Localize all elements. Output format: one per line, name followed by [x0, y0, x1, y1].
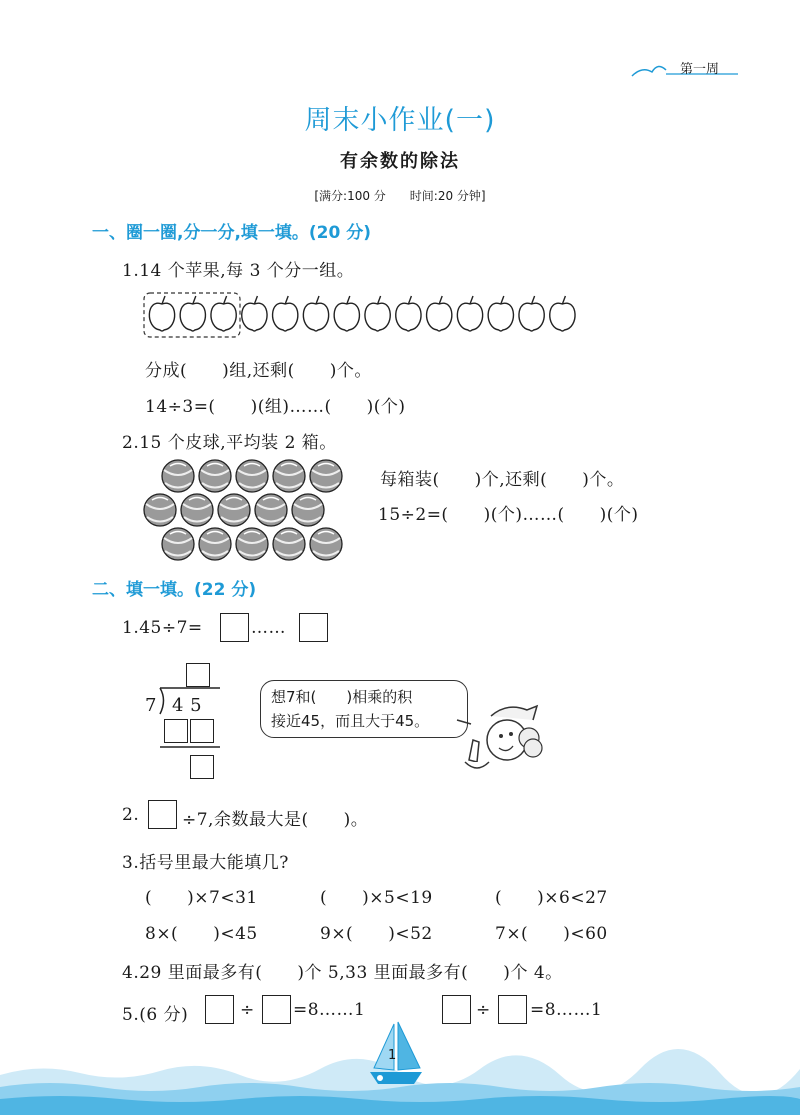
ball-icon: [144, 494, 176, 526]
q3-item[interactable]: 7×( )<60: [495, 924, 608, 944]
q3-item[interactable]: ( )×7<31: [145, 888, 258, 908]
s2-q1-dots: ……: [251, 618, 286, 638]
apple-icon: [550, 296, 575, 331]
apple-icon: [334, 296, 359, 331]
q2-stem: 2.15 个皮球,平均装 2 箱。: [122, 433, 337, 453]
q5-result: =8……1: [530, 1000, 603, 1020]
page-subtitle: 有余数的除法: [340, 151, 460, 172]
ball-icon: [236, 460, 268, 492]
apple-icon: [457, 296, 482, 331]
section-2-heading: 二、填一填。(22 分): [92, 580, 257, 600]
ball-icon: [199, 528, 231, 560]
week-label: 第一周: [680, 62, 720, 77]
long-division-divisor: 7: [145, 695, 157, 716]
s2-q2-text[interactable]: ÷7,余数最大是( )。: [182, 810, 369, 830]
q3-item[interactable]: 9×( )<52: [320, 924, 433, 944]
long-division-product-box-2[interactable]: [190, 719, 214, 743]
long-division-dividend: 4 5: [172, 695, 203, 716]
apple-row: [140, 290, 600, 340]
apple-icon: [396, 296, 421, 331]
q5-div-sign: ÷: [240, 1000, 255, 1020]
q5-box-4[interactable]: [498, 995, 527, 1024]
apple-icon: [211, 296, 236, 331]
ball-icon: [292, 494, 324, 526]
ball-icon: [255, 494, 287, 526]
s2-q2-prefix: 2.: [122, 805, 140, 825]
long-division-product-box-1[interactable]: [164, 719, 188, 743]
cartoon-child-icon: [455, 700, 550, 775]
ball-icon: [273, 460, 305, 492]
ball-icon: [310, 460, 342, 492]
ball-group: [140, 458, 370, 568]
q3-item[interactable]: ( )×6<27: [495, 888, 608, 908]
long-division-remainder-box[interactable]: [190, 755, 214, 779]
ball-icon: [218, 494, 250, 526]
s2-q1-equation: 1.45÷7=: [122, 618, 203, 638]
q5-div-sign: ÷: [476, 1000, 491, 1020]
hint-line-2: 接近45，而且大于45。: [271, 712, 430, 730]
hint-speech-bubble: [260, 680, 468, 738]
q1-stem: 1.14 个苹果,每 3 个分一组。: [122, 261, 355, 281]
ball-icon: [162, 528, 194, 560]
q3-item[interactable]: ( )×5<19: [320, 888, 433, 908]
s2-q4-text[interactable]: 4.29 里面最多有( )个 5,33 里面最多有( )个 4。: [122, 963, 563, 983]
apple-icon: [180, 296, 205, 331]
q1-line2[interactable]: 14÷3=( )(组)……( )(个): [145, 397, 406, 417]
apple-icon: [488, 296, 513, 331]
s2-q5-prefix: 5.(6 分): [122, 1005, 189, 1025]
long-division-quotient-box[interactable]: [186, 663, 210, 687]
apple-icon: [519, 296, 544, 331]
ball-icon: [199, 460, 231, 492]
q3-item[interactable]: 8×( )<45: [145, 924, 258, 944]
q5-box-3[interactable]: [442, 995, 471, 1024]
q1-line1[interactable]: 分成( )组,还剩( )个。: [145, 361, 372, 381]
ball-icon: [236, 528, 268, 560]
q2-line1[interactable]: 每箱装( )个,还剩( )个。: [380, 470, 625, 490]
ball-icon: [273, 528, 305, 560]
score-time-info: [满分:100 分 时间:20 分钟]: [314, 189, 486, 203]
quotient-box[interactable]: [220, 613, 249, 642]
ball-icon: [162, 460, 194, 492]
remainder-box[interactable]: [299, 613, 328, 642]
section-1-heading: 一、圈一圈,分一分,填一填。(20 分): [92, 223, 372, 243]
apple-icon: [149, 296, 174, 331]
ball-icon: [181, 494, 213, 526]
s2-q3-stem: 3.括号里最大能填几?: [122, 853, 289, 873]
q5-result: =8……1: [293, 1000, 366, 1020]
page-number: 1: [388, 1048, 397, 1063]
apple-icon: [242, 296, 267, 331]
dividend-box[interactable]: [148, 800, 177, 829]
page-title: 周末小作业(一): [304, 105, 496, 136]
apple-icon: [365, 296, 390, 331]
apple-icon: [303, 296, 328, 331]
q5-box-2[interactable]: [262, 995, 291, 1024]
q2-line2[interactable]: 15÷2=( )(个)……( )(个): [378, 505, 639, 525]
ball-icon: [310, 528, 342, 560]
apple-icon: [273, 296, 298, 331]
apple-icon: [427, 296, 452, 331]
q5-box-1[interactable]: [205, 995, 234, 1024]
hint-line-1: 想7和( )相乘的积: [271, 688, 413, 706]
